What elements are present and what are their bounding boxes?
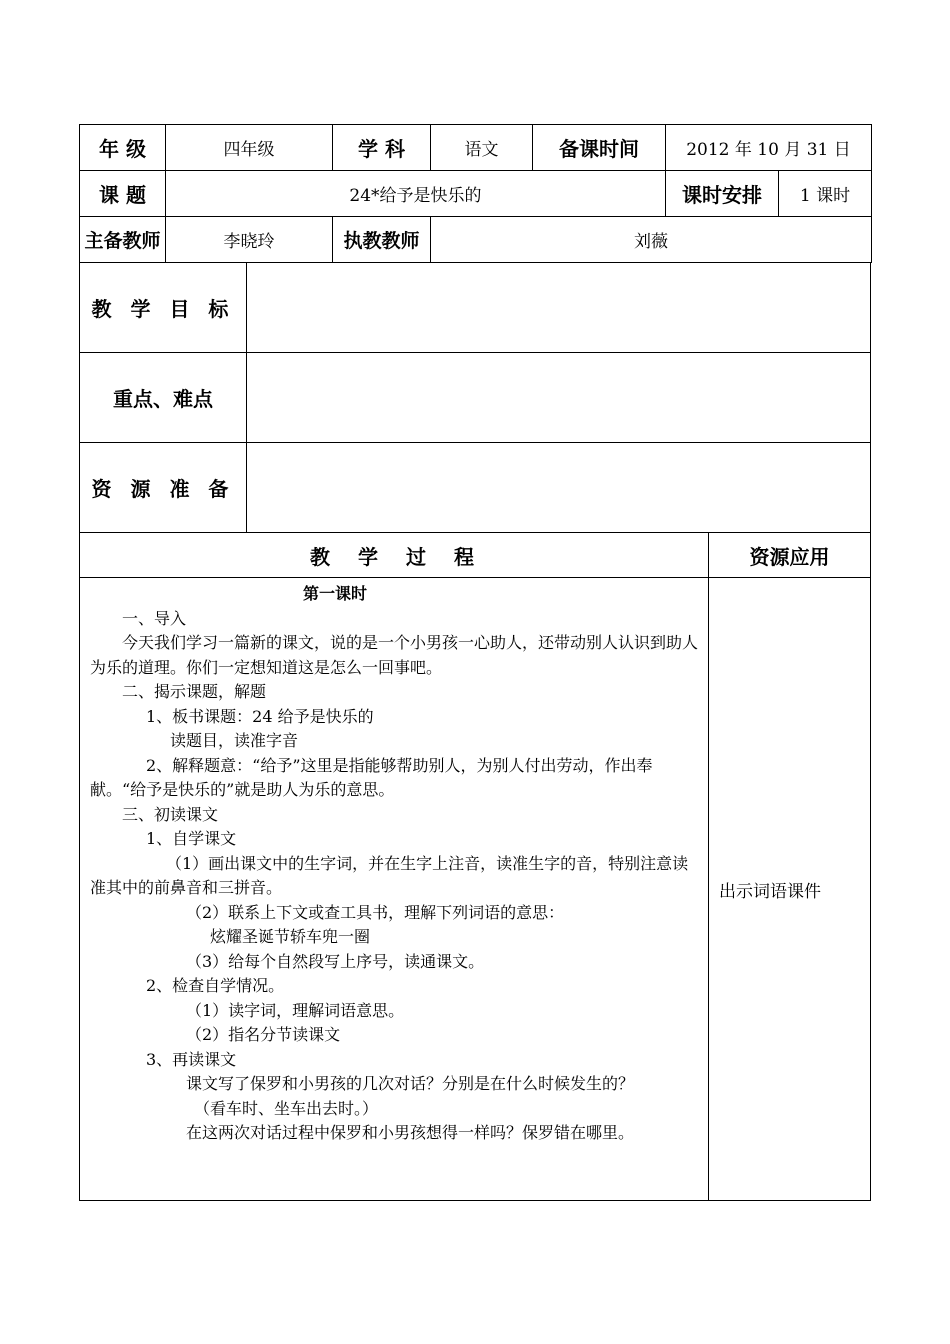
resources-label: 资 源 准 备 bbox=[80, 443, 247, 533]
header-table bbox=[79, 124, 872, 263]
resources-content bbox=[247, 443, 871, 533]
prep-time-value: 2012 年 10 月 31 日 bbox=[666, 125, 872, 171]
lesson-plan-sheet bbox=[79, 124, 871, 1201]
teaching-teacher-value: 刘薇 bbox=[431, 217, 872, 263]
keypoints-content bbox=[247, 353, 871, 443]
prep-time-label: 备课时间 bbox=[533, 125, 666, 171]
hours-label: 课时安排 bbox=[666, 171, 779, 217]
step-check-study: 2、检查自学情况。 bbox=[146, 976, 285, 995]
word-list: 炫耀圣诞节轿车兜一圈 bbox=[210, 927, 371, 946]
section-intro: 一、导入 bbox=[122, 608, 187, 628]
answer-dialogues: （看车时、坐车出去时。） bbox=[194, 1098, 379, 1118]
step-write-title: 1、板书课题：24 给予是快乐的 bbox=[146, 706, 374, 726]
lead-teacher-label: 主备教师 bbox=[80, 217, 166, 263]
step-explain-title: 2、解释题意：“给予”这里是指能够帮助别人，为别人付出劳动，作出奉献。“给予是快乐的”就是助人为乐的意思。 bbox=[90, 755, 653, 799]
process-body bbox=[80, 578, 709, 1201]
hours-value: 1 课时 bbox=[779, 171, 872, 217]
resource-col-label: 资源应用 bbox=[709, 533, 871, 578]
lead-teacher-value: 李晓玲 bbox=[166, 217, 333, 263]
question-dialogues: 课文写了保罗和小男孩的几次对话？分别是在什么时候发生的？ bbox=[186, 1074, 635, 1093]
task-number-paragraphs: （3）给每个自然段写上序号，读通课文。 bbox=[186, 951, 485, 971]
keypoints-label: 重点、难点 bbox=[80, 353, 247, 443]
grade-label: 年 级 bbox=[80, 125, 166, 171]
task-read-sections: （2）指名分节读课文 bbox=[186, 1025, 341, 1044]
section-reveal-topic: 二、揭示课题，解题 bbox=[122, 682, 267, 701]
question-difference: 在这两次对话过程中保罗和小男孩想得一样吗？保罗错在哪里。 bbox=[186, 1123, 635, 1142]
section-first-reading: 三、初读课文 bbox=[122, 804, 219, 824]
subject-label: 学 科 bbox=[333, 125, 431, 171]
objectives-label: 教 学 目 标 bbox=[80, 263, 247, 353]
process-title: 教 学 过 程 bbox=[80, 533, 709, 578]
step-reread: 3、再读课文 bbox=[146, 1049, 237, 1069]
resource-note: 出示词语课件 bbox=[709, 578, 871, 1201]
process-table bbox=[79, 532, 871, 1201]
intro-paragraph: 今天我们学习一篇新的课文，说的是一个小男孩一心助人，还带动别人认识到助人为乐的道理。你们一定想知道这是怎么一回事吧。 bbox=[90, 633, 699, 677]
objectives-content bbox=[247, 263, 871, 353]
teaching-teacher-label: 执教教师 bbox=[333, 217, 431, 263]
step-self-study: 1、自学课文 bbox=[146, 829, 237, 848]
lesson-period-title: 第一课时 bbox=[302, 584, 367, 603]
step-read-title: 读题目，读准字音 bbox=[170, 731, 299, 750]
goals-table bbox=[79, 262, 871, 533]
grade-value: 四年级 bbox=[166, 125, 333, 171]
task-mark-words: （1）画出课文中的生字词，并在生字上注音，读准生字的音，特别注意读准其中的前鼻音和三拼音。 bbox=[90, 853, 689, 897]
topic-label: 课 题 bbox=[80, 171, 166, 217]
task-understand-words: （2）联系上下文或查工具书，理解下列词语的意思： bbox=[186, 902, 565, 922]
topic-value: 24*给予是快乐的 bbox=[166, 171, 666, 217]
task-read-words: （1）读字词，理解词语意思。 bbox=[186, 1000, 405, 1020]
subject-value: 语文 bbox=[431, 125, 533, 171]
